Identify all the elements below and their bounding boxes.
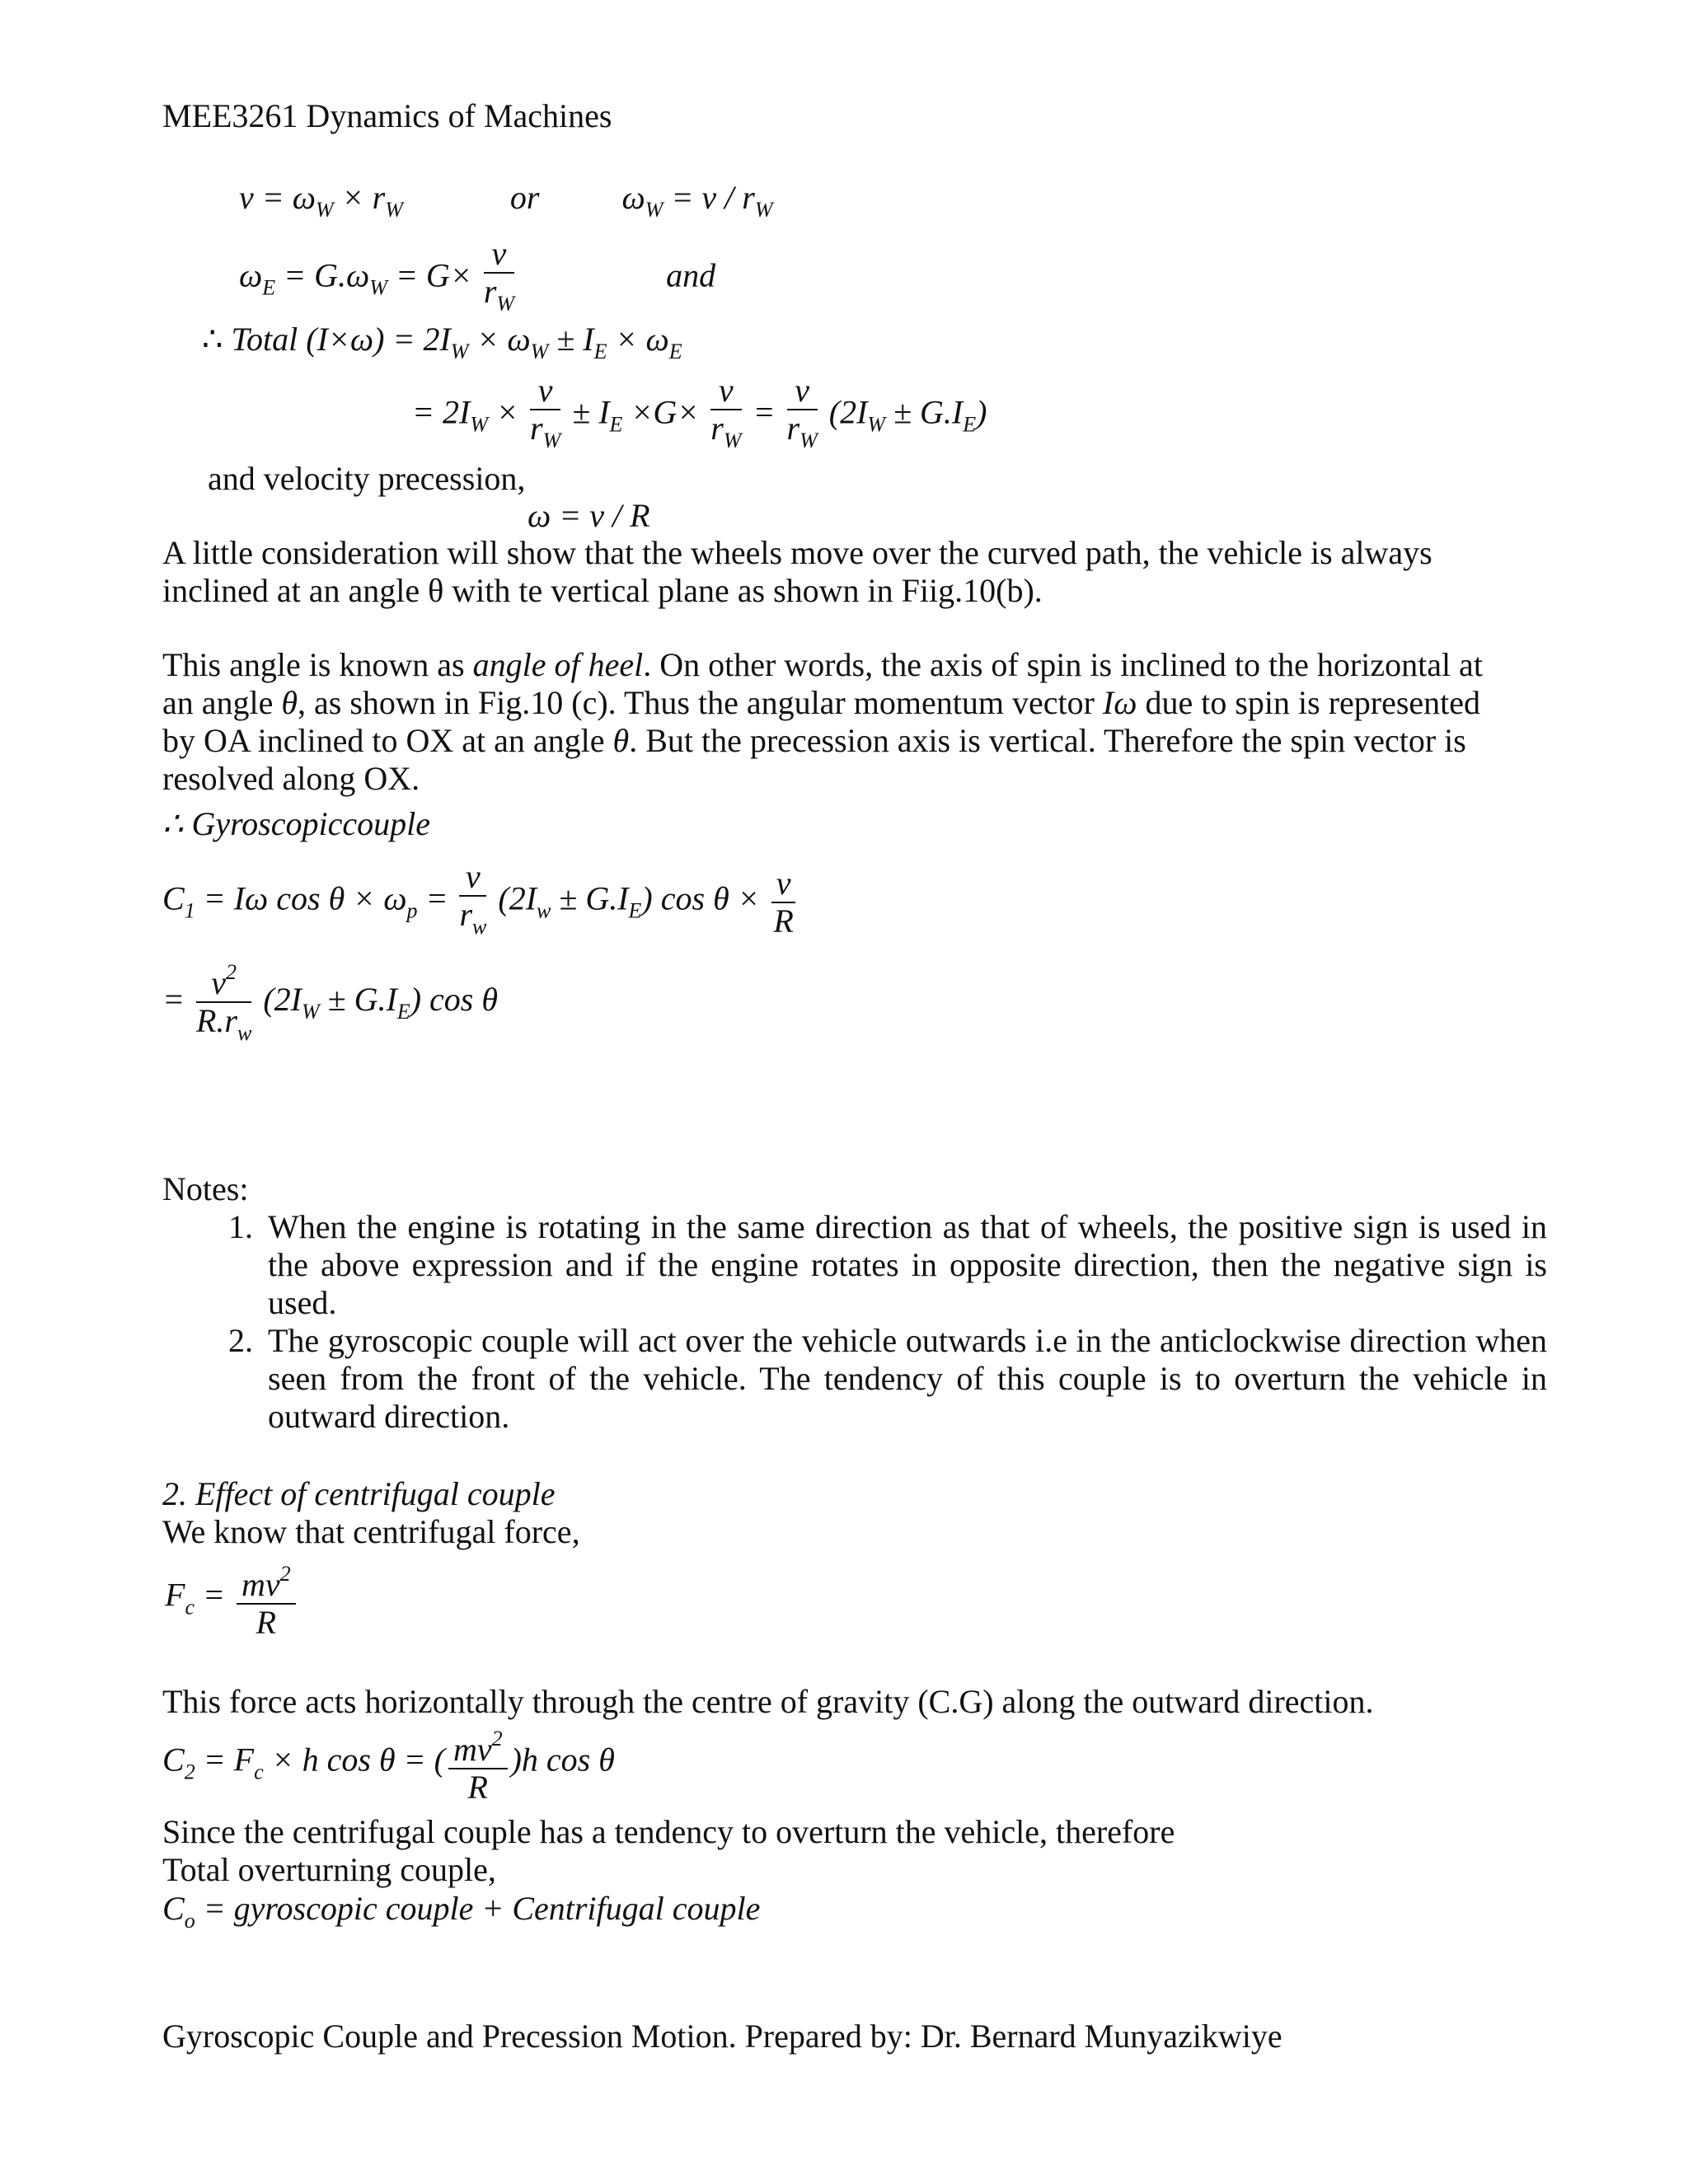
force-direction-text: This force acts horizontally through the centre of gravity (C.G) along the outward direction. (162, 1683, 1374, 1720)
paragraph-inclination: A little consideration will show that the wheels move over the curved path, the vehicle is always inclined at an angle θ with te vertical plane as shown in Fiig.10(b). (162, 534, 1432, 609)
equation-total-overturning-couple: $C_o$ = gyroscopic couple + Centrifugal couple (162, 1890, 761, 1933)
equation-velocity: $v = \omega_W \times r_W$ or $\omega_W = v / r_W$ (239, 179, 773, 222)
note-item: 1. When the engine is rotating in the same direction as that of wheels, the positive sign is used in the above expression and if the engine rotates in opposite direction, then the negative sign is used. (261, 1208, 1547, 1322)
and-label: and (666, 256, 716, 294)
or-label: or (509, 179, 540, 216)
equation-centrifugal-couple-c2: $C_2 = F_c \times h$ cos θ = ( $\frac{mv^2}{R}$ )h cos θ (162, 1721, 615, 1806)
paragraph-angle-of-heel: This angle is known as angle of heel. On other words, the axis of spin is inclined to the horizontal at an angle θ, as shown in Fig.10 (c). Thus the angular momentum vector Iω due to spin is represented by OA inclined to OX at an angle θ. But the precession axis is vertical. Therefore the spin vector is resolved along OX. (162, 646, 1483, 797)
page-header: MEE3261 Dynamics of Machines (162, 97, 612, 134)
fraction-v-over-rw: $\frac{v}{r_W}$ (483, 235, 515, 316)
section-title-centrifugal: 2. Effect of centrifugal couple (162, 1475, 556, 1512)
equation-gyroscopic-couple-simplified: = $\frac{v^2}{R.r_w}$ $(2I_W \pm G.I_E)$ cos θ (162, 954, 498, 1052)
equation-total-momentum-expanded: = $2I_W$ × $\frac{v}{r_W}$ ± $I_E \times G\times$ $\frac{v}{r_W}$ = $\frac{v}{r_W}$ $(2I_W \pm G.I_E)$ (412, 372, 987, 452)
page-footer: Gyroscopic Couple and Precession Motion. Prepared by: Dr. Bernard Munyazikwiye (162, 2018, 1282, 2055)
term-angle-of-heel: angle of heel (472, 646, 644, 683)
total-overturning-label: Total overturning couple, (162, 1851, 496, 1888)
equation-engine-speed: $\omega_E = G.\omega_W = G\times$ $\frac{v}{r_W}$ and (239, 236, 715, 322)
equation-gyroscopic-couple-c1: $C_1 = I\omega$ $\cos \theta \times \omega_p$ = $\frac{v}{r_w}$ $(2I_w \pm G.I_E)$ cos θ × $\frac{v}{R}$ (162, 859, 799, 945)
velocity-precession-label: and velocity precession, (208, 460, 526, 497)
centrifugal-intro: We know that centrifugal force, (162, 1513, 580, 1550)
overturn-tendency-text: Since the centrifugal couple has a tendency to overturn the vehicle, therefore (162, 1813, 1175, 1850)
gyroscopic-couple-label: ∴ Gyroscopiccouple (162, 805, 430, 842)
equation-centrifugal-force: $F_c$ = $\frac{mv^2}{R}$ (165, 1556, 299, 1641)
notes-label: Notes: (162, 1170, 249, 1207)
notes-list (210, 1208, 1547, 1436)
note-item: 2. The gyroscopic couple will act over the vehicle outwards i.e in the anticlockwise direction when seen from the front of the vehicle. The tendency of this couple is to overturn the vehicle in outward direction. (261, 1322, 1547, 1436)
equation-precession-velocity: ω = v / R (528, 497, 650, 534)
equation-total-momentum: ∴ Total $(I\times\omega) = 2I_W \times \omega_W \pm I_E \times \omega_E$ (202, 321, 682, 363)
